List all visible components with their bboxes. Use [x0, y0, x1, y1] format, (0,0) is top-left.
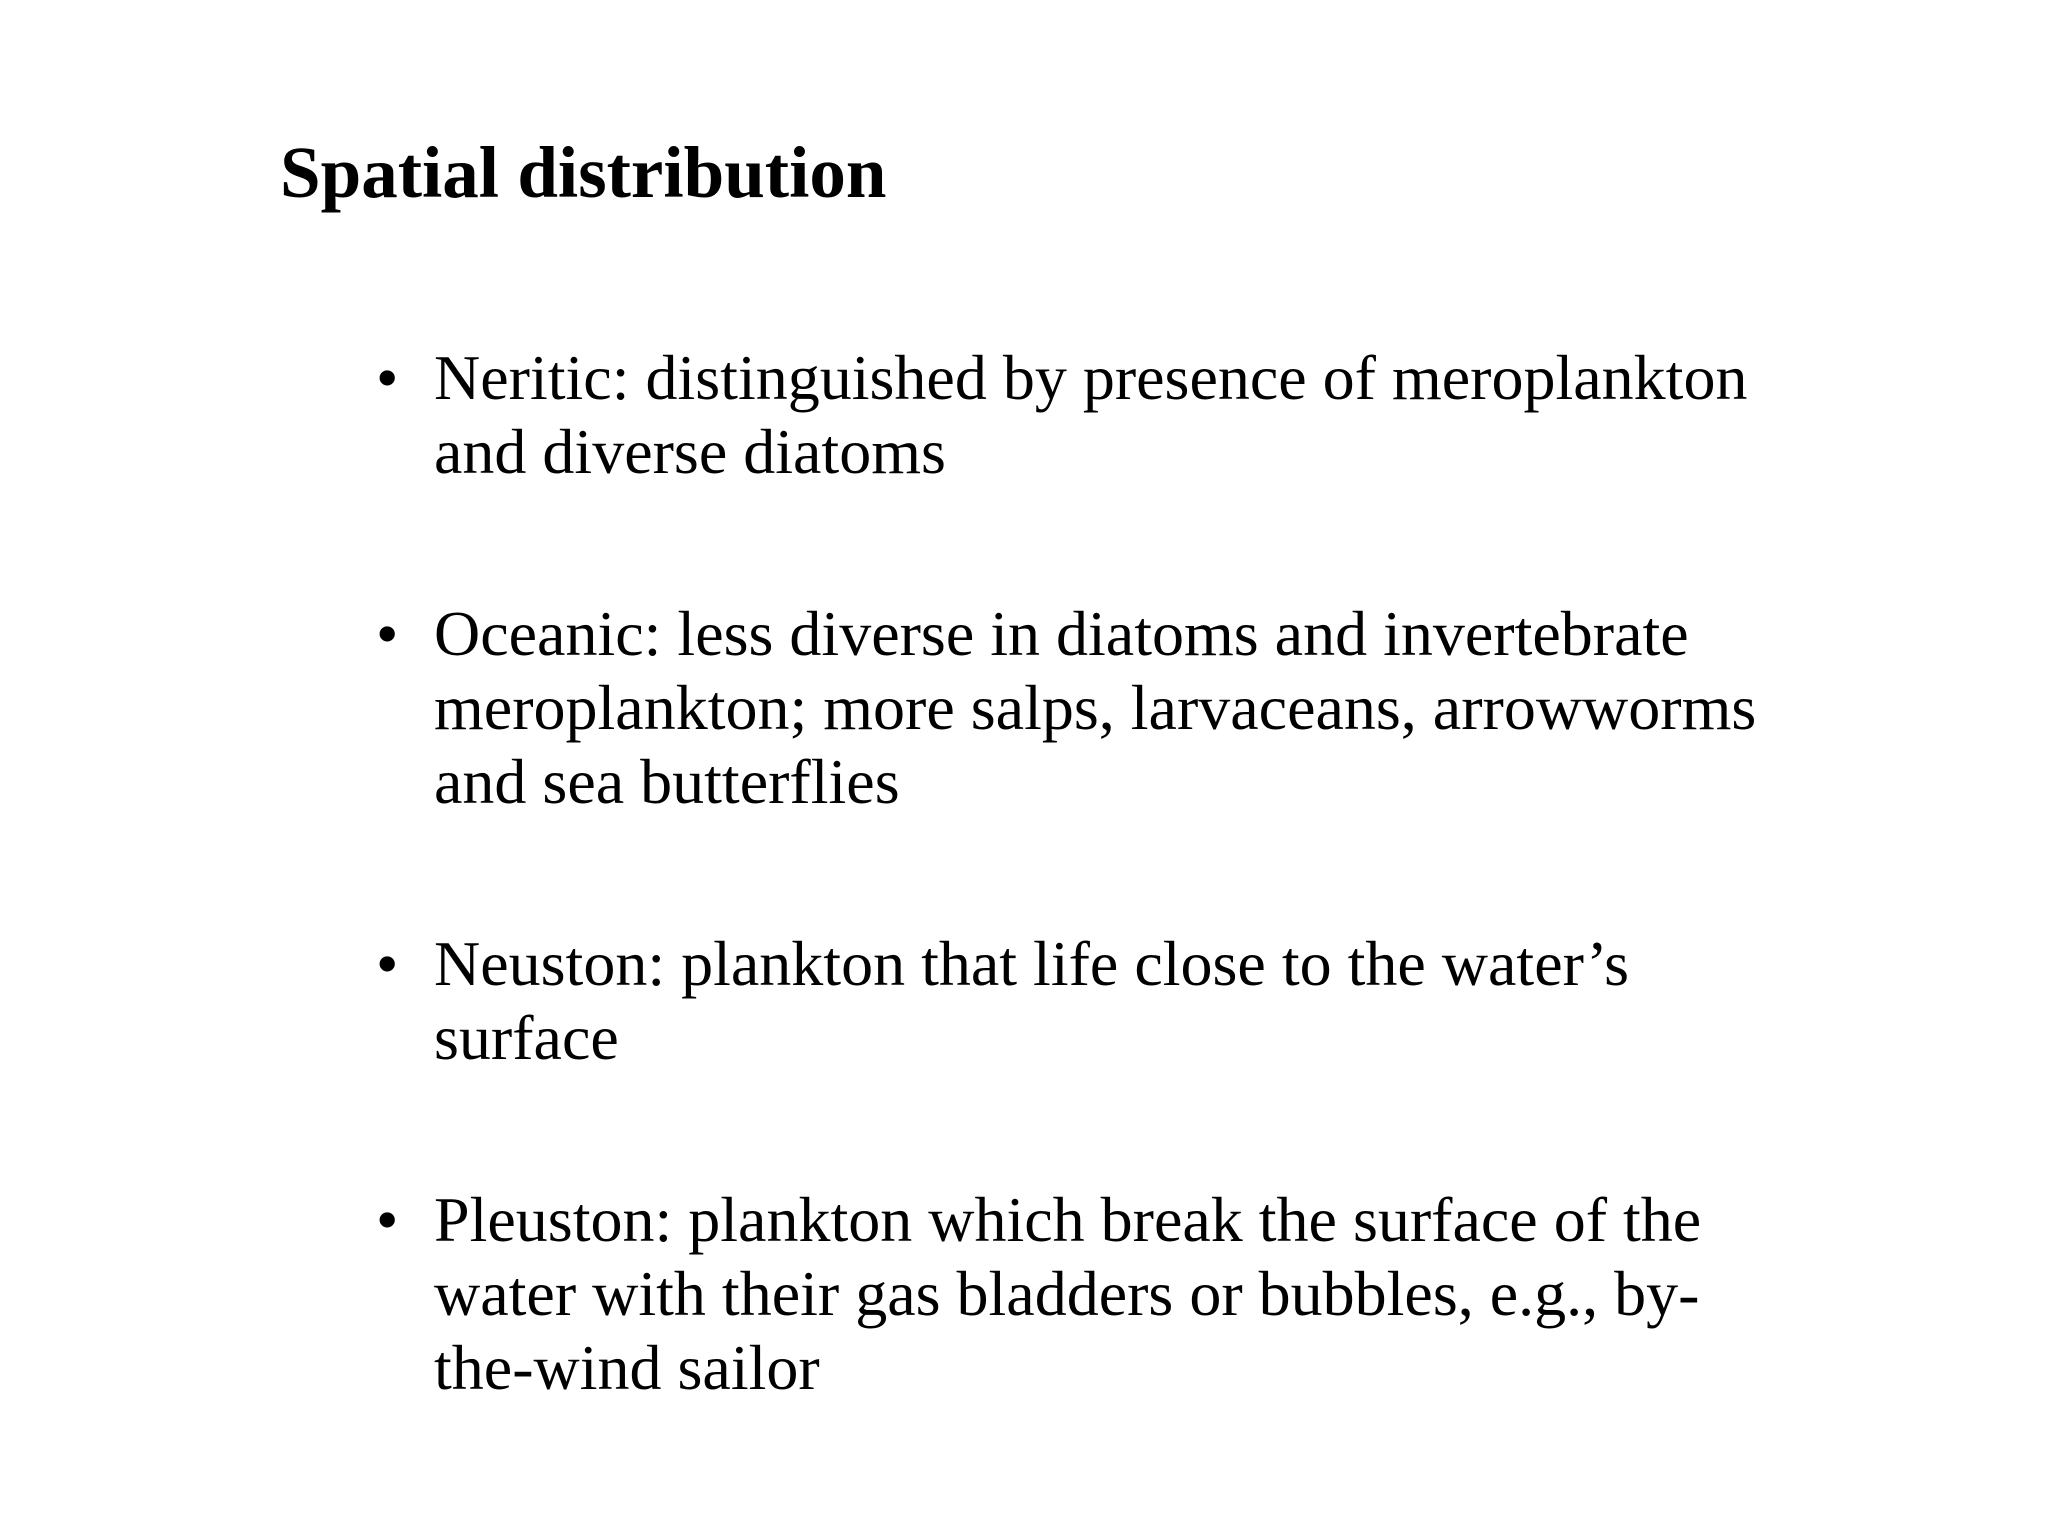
- bullet-line: meroplankton; more salps, larvaceans, arrowworms: [434, 672, 1757, 743]
- bullet-neuston: [376, 927, 1876, 1075]
- bullet-line: Oceanic: less diverse in diatoms and invertebrate: [434, 598, 1689, 669]
- bullet-line: and diverse diatoms: [434, 416, 946, 487]
- bullet-dot-icon: •: [376, 598, 399, 669]
- bullet-dot-icon: •: [376, 342, 399, 413]
- bullet-neritic: [376, 341, 1876, 489]
- slide-title: Spatial distribution: [280, 132, 887, 213]
- bullet-line: and sea butterflies: [434, 746, 900, 817]
- bullet-line: the-wind sailor: [434, 1332, 820, 1403]
- bullet-pleuston: [376, 1183, 1876, 1405]
- bullet-line: surface: [434, 1002, 619, 1073]
- bullet-text: [434, 927, 1874, 1075]
- bullet-line: water with their gas bladders or bubbles, e.g., by-: [434, 1258, 1700, 1329]
- bullet-dot-icon: •: [376, 928, 399, 999]
- bullet-line: Neuston: plankton that life close to the water’s: [434, 928, 1629, 999]
- bullet-text: [434, 597, 1874, 819]
- bullet-text: [434, 1183, 1874, 1405]
- bullet-oceanic: [376, 597, 1876, 819]
- bullet-line: Neritic: distinguished by presence of meroplankton: [434, 342, 1748, 413]
- bullet-dot-icon: •: [376, 1184, 399, 1255]
- bullet-line: Pleuston: plankton which break the surface of the: [434, 1184, 1702, 1255]
- bullet-text: [434, 341, 1874, 489]
